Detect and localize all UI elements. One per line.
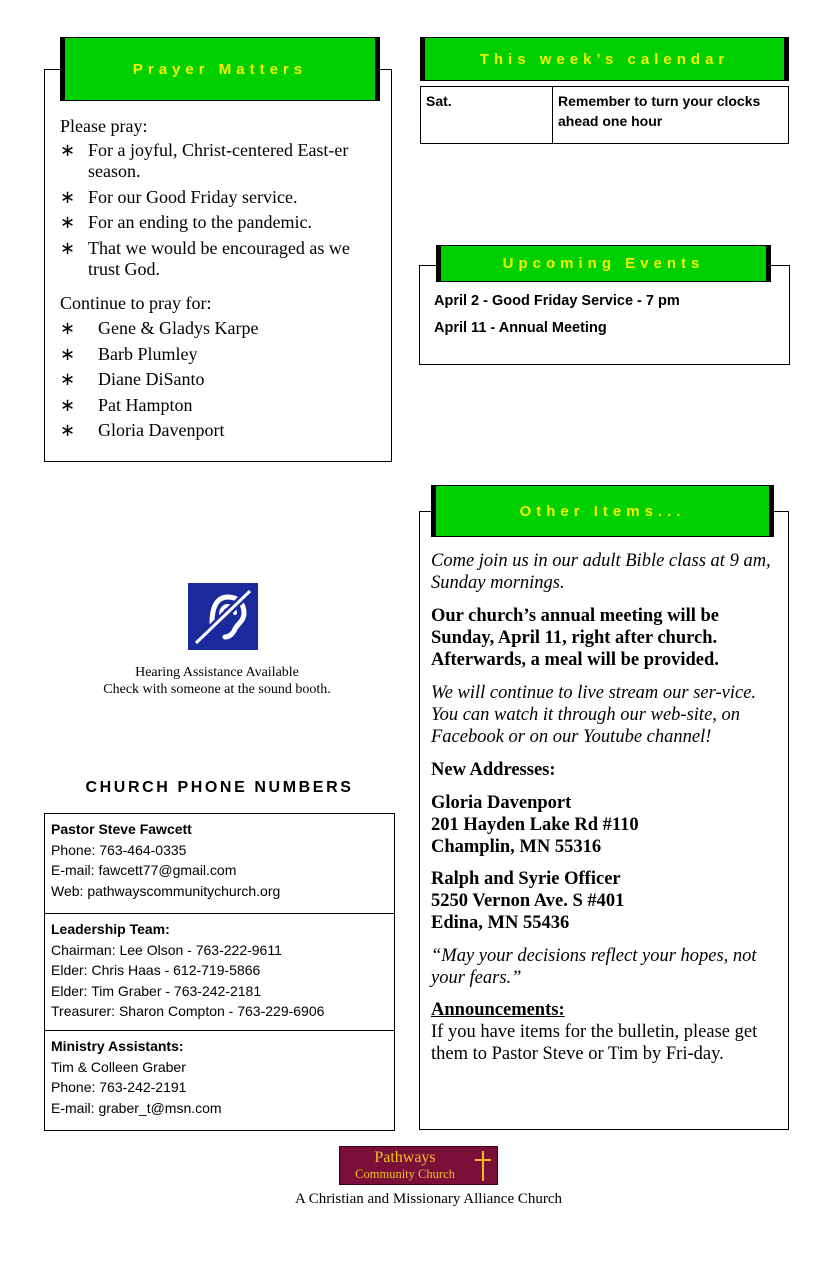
pastor-web: Web: pathwayscommunitychurch.org: [51, 882, 281, 899]
leadership-head: Leadership Team:: [51, 921, 170, 937]
ministry-line: Phone: 763-242-2191: [51, 1079, 187, 1095]
leadership-line: Treasurer: Sharon Compton - 763-229-6906: [51, 1003, 325, 1019]
prayer-content: [60, 116, 380, 442]
continue-label: Continue to pray for:: [60, 292, 212, 313]
other-title: Other Items...: [519, 502, 686, 520]
announcements-head: Announcements:: [431, 1000, 565, 1020]
stream-text: We will continue to live stream our ser-vice. You can watch it through our web-site, on Facebook or on our Youtube channel!: [431, 683, 757, 747]
event-item: April 2 - Good Friday Service - 7 pm: [434, 293, 680, 309]
pastor-email: E-mail: fawcett77@gmail.com: [51, 862, 237, 878]
address-street: 201 Hayden Lake Rd #110: [431, 815, 639, 835]
prayer-item: ∗ For our Good Friday service.: [60, 186, 298, 207]
ministry-section: [45, 1031, 394, 1123]
event-item: April 11 - Annual Meeting: [434, 320, 607, 336]
address-1: [431, 792, 771, 858]
prayer-name: ∗ Gene & Gladys Karpe: [60, 318, 259, 338]
phones-title: CHURCH PHONE NUMBERS: [85, 779, 354, 796]
prayer-item: ∗ For an ending to the pandemic.: [60, 212, 312, 232]
calendar-title: This week’s calendar: [479, 50, 730, 68]
prayer-name: ∗ Gloria Davenport: [60, 420, 225, 440]
hearing-assistance-icon: [188, 583, 258, 650]
meeting-text: Our church’s annual meeting will be Sunday, April 11, right after church. Afterwards, a meal will be provided.: [431, 606, 719, 670]
ministry-head: Ministry Assistants:: [51, 1038, 184, 1054]
announcements-text: If you have items for the bulletin, please get them to Pastor Steve or Tim by Fri-day.: [431, 1022, 758, 1064]
address-city: Edina, MN 55436: [431, 913, 570, 933]
hearing-line2: Check with someone at the sound booth.: [103, 682, 331, 697]
new-addresses-head: New Addresses:: [431, 760, 556, 780]
quote-text: “May your decisions reflect your hopes, not your fears.”: [431, 946, 757, 988]
bible-class-text: Come join us in our adult Bible class at 9 am, Sunday mornings.: [431, 551, 771, 593]
prayer-list: [60, 140, 380, 281]
pastor-name: Pastor Steve Fawcett: [51, 821, 192, 837]
prayer-banner: [60, 37, 380, 101]
prayer-item: ∗ For a joyful, Christ-centered East-er season.: [60, 139, 349, 181]
events-title: Upcoming Events: [502, 255, 705, 272]
hearing-text: [60, 664, 374, 698]
prayer-item: ∗ That we would be encouraged as we trust God.: [60, 237, 350, 279]
logo-line1: Pathways: [374, 1149, 436, 1166]
calendar-banner: [420, 37, 789, 81]
calendar-table-wrap: [420, 86, 789, 144]
calendar-table: [420, 86, 789, 144]
pastor-phone: Phone: 763-464-0335: [51, 841, 187, 858]
address-2: [431, 868, 771, 934]
prayer-name: ∗ Pat Hampton: [60, 394, 193, 415]
prayer-names-list: [60, 318, 380, 442]
address-street: 5250 Vernon Ave. S #401: [431, 891, 625, 911]
other-banner: [431, 485, 774, 537]
leadership-line: Elder: Tim Graber - 763-242-2181: [51, 982, 262, 999]
ministry-line: Tim & Colleen Graber: [51, 1058, 186, 1075]
ministry-line: E-mail: graber_t@msn.com: [51, 1099, 222, 1116]
church-logo: [339, 1146, 498, 1185]
prayer-title: Prayer Matters: [132, 60, 308, 78]
calendar-day: Sat.: [421, 87, 553, 144]
events-list: [434, 293, 779, 336]
hearing-line1: Hearing Assistance Available: [135, 665, 299, 680]
phones-box: [44, 813, 395, 1131]
address-name: Ralph and Syrie Officer: [431, 869, 621, 889]
pastor-section: [45, 814, 394, 914]
prayer-name: ∗ Barb Plumley: [60, 343, 198, 364]
address-city: Champlin, MN 55316: [431, 837, 602, 857]
prayer-intro: Please pray:: [60, 116, 148, 136]
calendar-text: Remember to turn your clocks ahead one hour: [553, 87, 789, 144]
other-content: [431, 550, 771, 1065]
cross-icon: [473, 1150, 493, 1182]
logo-line2: Community Church: [355, 1167, 455, 1181]
leadership-section: [45, 914, 394, 1031]
footer-tagline: A Christian and Missionary Alliance Church: [294, 1191, 563, 1207]
leadership-line: Chairman: Lee Olson - 763-222-9611: [51, 941, 282, 958]
leadership-line: Elder: Chris Haas - 612-719-5866: [51, 962, 261, 978]
address-name: Gloria Davenport: [431, 793, 572, 813]
prayer-name: ∗ Diane DiSanto: [60, 369, 205, 389]
calendar-row: [421, 87, 789, 144]
events-banner: [436, 245, 771, 282]
